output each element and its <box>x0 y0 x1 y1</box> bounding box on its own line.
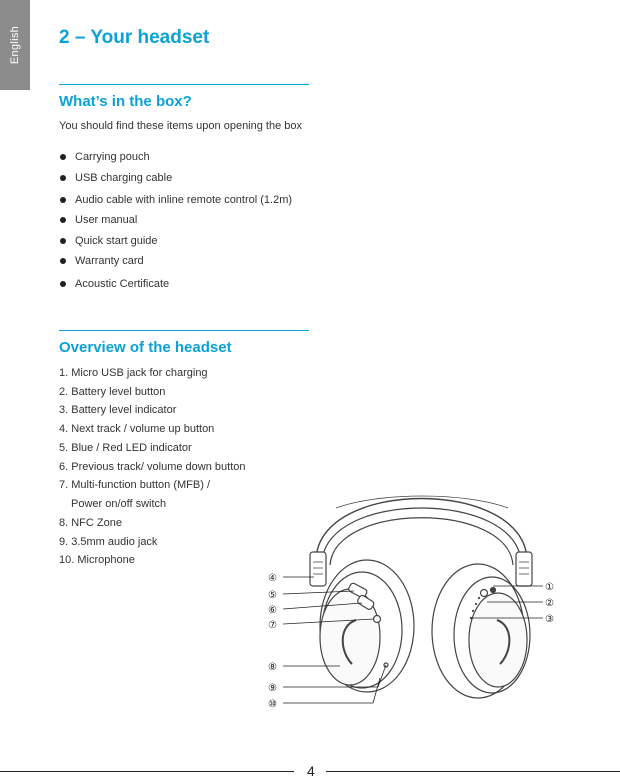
list-item: 9. 3.5mm audio jack <box>59 536 158 548</box>
list-item: 6. Previous track/ volume down button <box>59 461 246 473</box>
list-item: Carrying pouch <box>60 151 150 163</box>
list-item: Warranty card <box>60 255 144 267</box>
callout-label: ⑩ <box>268 699 277 710</box>
list-item: 4. Next track / volume up button <box>59 423 215 435</box>
overview-section-title: Overview of the headset <box>59 339 232 356</box>
callout-label: ① <box>545 582 554 593</box>
callout-label: ⑦ <box>268 620 277 631</box>
callout-label: ⑨ <box>268 683 277 694</box>
callout-label: ⑧ <box>268 662 277 673</box>
callout-label: ⑤ <box>268 590 277 601</box>
box-intro-text: You should find these items upon opening the box <box>59 120 302 132</box>
callout-label: ② <box>545 598 554 609</box>
footer-rule <box>0 771 294 772</box>
callout-label: ③ <box>545 614 554 625</box>
callout-label: ④ <box>268 573 277 584</box>
language-tab-label: English <box>9 25 21 65</box>
list-item: 8. NFC Zone <box>59 517 122 529</box>
list-item: 7. Multi-function button (MFB) / <box>59 479 210 491</box>
list-item: Quick start guide <box>60 235 158 247</box>
chapter-title: 2 – Your headset <box>59 27 210 48</box>
list-item: Audio cable with inline remote control (1.2m) <box>60 194 292 206</box>
list-item: 3. Battery level indicator <box>59 404 177 416</box>
list-item: 2. Battery level button <box>59 386 166 398</box>
list-item: Power on/off switch <box>71 498 167 510</box>
callout-label: ⑥ <box>268 605 277 616</box>
box-section-title: What’s in the box? <box>59 93 192 110</box>
list-item: 10. Microphone <box>59 554 135 566</box>
footer-rule <box>326 771 620 772</box>
list-item: Acoustic Certificate <box>60 278 169 290</box>
list-item: User manual <box>60 214 137 226</box>
list-item: 5. Blue / Red LED indicator <box>59 442 192 454</box>
list-item: 1. Micro USB jack for charging <box>59 367 208 379</box>
page-number: 4 <box>307 763 315 779</box>
list-item: USB charging cable <box>60 172 172 184</box>
